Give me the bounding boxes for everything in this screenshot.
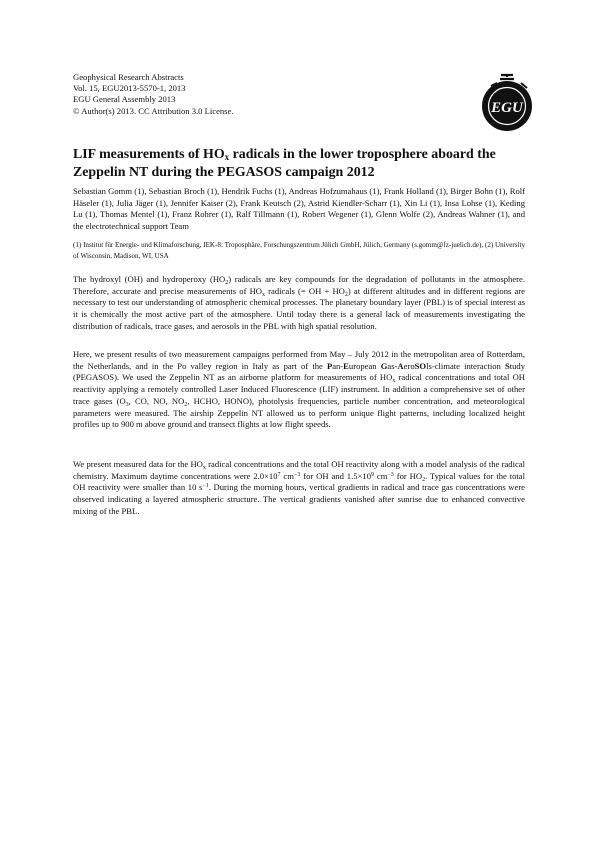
logo-text: EGU (491, 100, 523, 116)
copyright-notice: © Author(s) 2013. CC Attribution 3.0 License. (73, 105, 234, 116)
volume-info: Vol. 15, EGU2013-5570-1, 2013 (73, 83, 186, 94)
publication-header (73, 72, 373, 117)
journal-name: Geophysical Research Abstracts (73, 72, 184, 82)
assembly-info: EGU General Assembly 2013 (73, 94, 176, 105)
paragraph-results: We present measured data for the $HO_x$ radical concentrations and the total OH reactivity along with a model analysis of the radical chemistry. Maximum daytime concentrations were $2.0\times 10^7$ $cm^{-3}$ for OH and $1.5\times 10^9$ $cm^{-3}$ for $HO_2$. Typical values for the total OH reactivity were smaller than 10 $s^{-1}$. During the morning hours, vertical gradients in radical and trace gas concentrations were observed indicating a layered atmospheric structure. The vertical gradients vanished after sunrise due to enhanced convective mixing of the PBL. (73, 459, 526, 516)
affiliations: (1) Institut für Energie- und Klimaforschung, IEK-8: Troposphäre, Forschungszentrum Jülich GmbH, Jülich, Germany (s.gomm@fz-juelich.de), (2) University of Wisconsin, Madison, WI, USA (73, 241, 525, 260)
egu-logo-icon (481, 72, 534, 133)
abstract-title: LIF measurements of $HO_x$ radicals in the lower troposphere aboard the Zeppelin NT during the PEGASOS campaign 2012 (73, 147, 496, 180)
author-list: Sebastian Gomm (1), Sebastian Broch (1), Hendrik Fuchs (1), Andreas Hofzumahaus (1), Frank Holland (1), Birger Bohn (1), Rolf Häseler (1), Julia Jäger (1), Jennifer Kaiser (2), Frank Keutsch (2), Astrid Kiendler-Scharr (1), Xin Li (1), Insa Lohse (1), Keding Lu (1), Thomas Mentel (1), Franz Rohrer (1), Ralf Tillmann (1), Robert Wegener (1), Glenn Wolfe (2), Andreas Wahner (1), and the electrotechnical support Team (73, 186, 525, 231)
paragraph-methods: Here, we present results of two measurement campaigns performed from May – July 2012 in the metropolitan area of Rotterdam, the Netherlands, and in the Po valley region in Italy as part of the Pan-European Gas-AeroSOls-climate interaction Study (PEGASOS). We used the Zeppelin NT as an airborne platform for measurements of $HO_x$ radical concentrations and total OH reactivity applying a remotely controlled Laser Induced Fluorescence (LIF) instrument. In addition a comprehensive set of other trace gases ($O_3$, CO, NO, $NO_2$, HCHO, HONO), photolysis frequencies, particle number concentration, and meteorological parameters were measured. The airship Zeppelin NT allowed us to perform unique flight patterns, including localized height profiles up to 900 m above ground and transect flights at low flight speeds. (73, 349, 526, 430)
paragraph-introduction: The hydroxyl (OH) and hydroperoxy $(HO_2)$ radicals are key compounds for the degradation of pollutants in the atmosphere. Therefore, accurate and precise measurements of $HO_x$ radicals (= OH + $HO_2$) at different altitudes and in different regions are necessary to test our understanding of atmospheric chemical processes. The planetary boundary layer (PBL) is of special interest as it is chemically the most active part of the atmosphere. Until today there is a general lack of measurements investigating the distribution of radicals, trace gases, and aerosols in the PBL with high spatial resolution. (73, 274, 526, 331)
